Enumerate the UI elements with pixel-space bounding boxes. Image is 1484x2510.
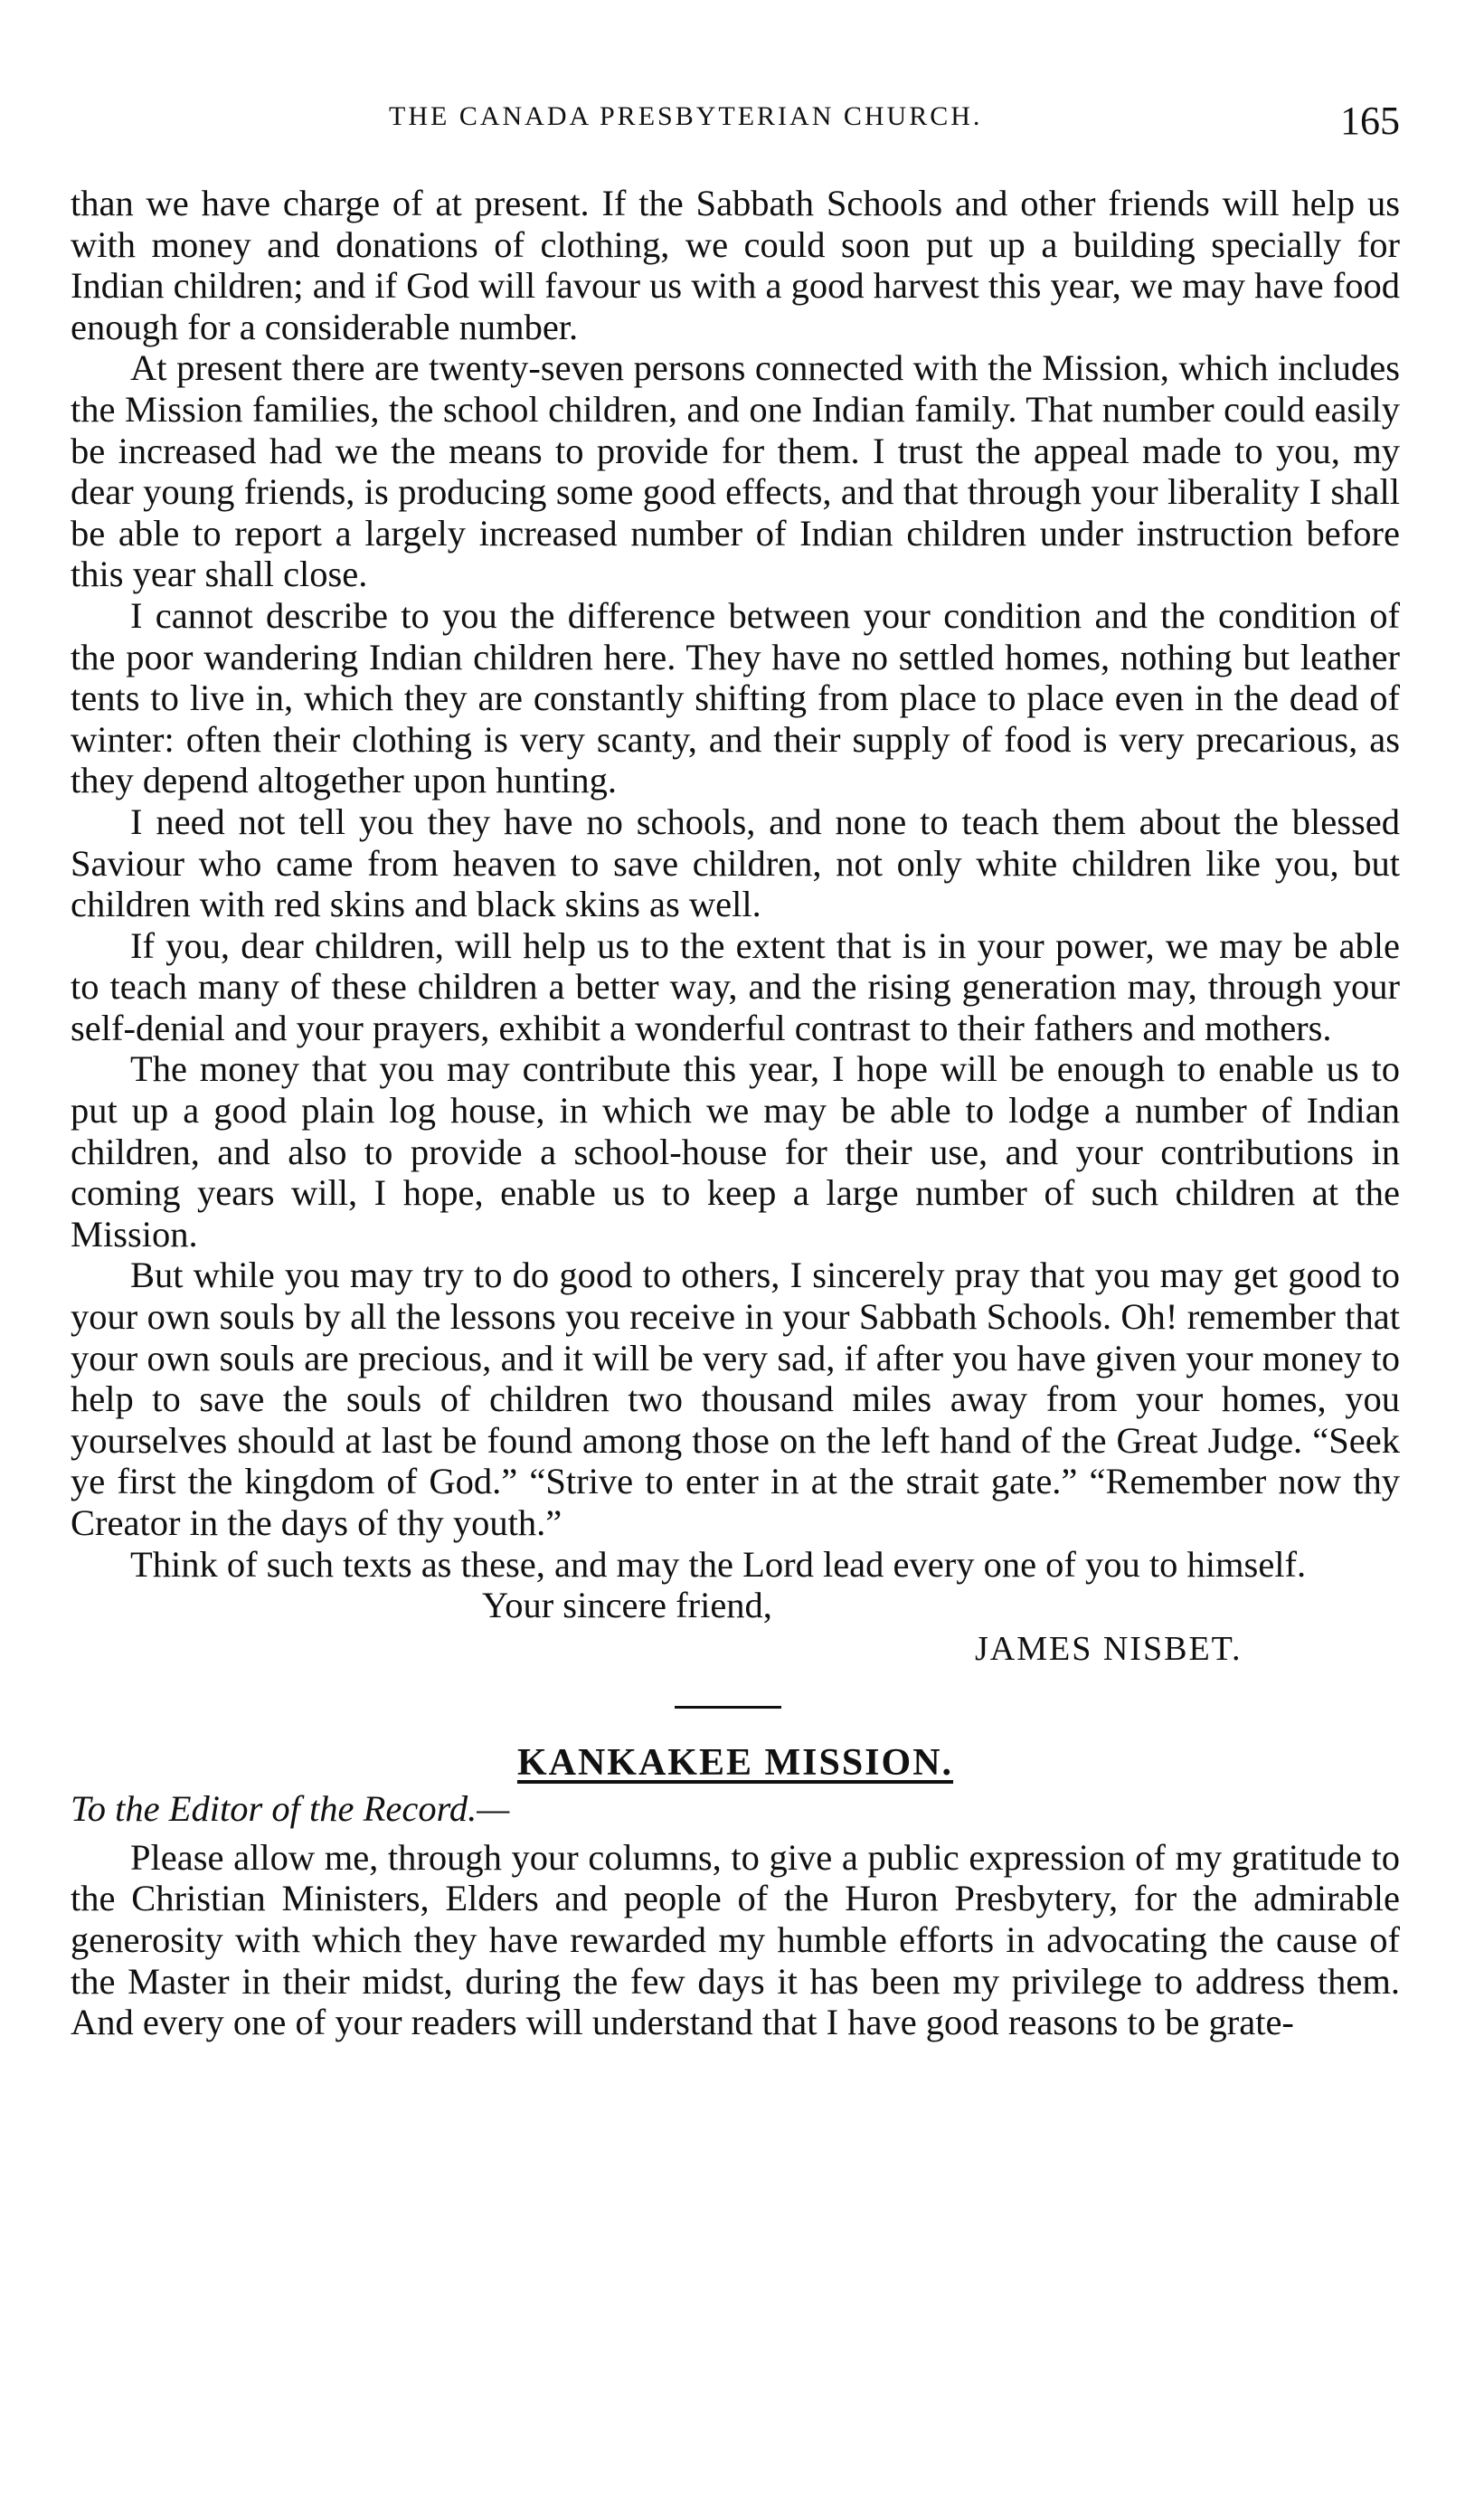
page-number: 165 — [1340, 99, 1400, 143]
letter-paragraph: Think of such texts as these, and may the Lord lead every one of you to himself. — [130, 1543, 1307, 1585]
letter-paragraph: I need not tell you they have no schools, and none to teach them about the blessed Saviour who came from heaven to save children, not only white children like you, but children with red skins and black skins as well. — [71, 800, 1400, 925]
book-page — [71, 0, 1400, 2510]
section-salutation: To the Editor of the Record.— — [71, 1787, 510, 1829]
letter-paragraph: The money that you may contribute this year, I hope will be enough to enable us to put up a good plain log house, in which we may be able to lodge a number of Indian children, and also to provide a school-house for their use, and your contributions in coming years will, I hope, enable us to keep a large number of such children at the Mission. — [71, 1048, 1400, 1255]
running-title: THE CANADA PRESBYTERIAN CHURCH. — [389, 101, 983, 131]
letter-signature: JAMES NISBET. — [975, 1629, 1243, 1668]
section-divider — [675, 1706, 781, 1709]
letter-paragraph: than we have charge of at present. If the Sabbath Schools and other friends will help us with money and donations of clothing, we could soon put up a building specially for Indian children; and if God will favour us with a good harvest this year, we may have food enough for a considerable number. — [71, 183, 1400, 347]
running-head — [71, 98, 1400, 152]
letter-paragraph: But while you may try to do good to others, I sincerely pray that you may get good to your own souls by all the lessons you receive in your Sabbath Schools. Oh! remember that your own souls are precious, and it will be very sad, if after you have given your money to help to save the souls of children two thousand miles away from your homes, you yourselves should at last be found among those on the left hand of the Great Judge. “Seek ye first the kingdom of God.” “Strive to enter in at the strait gate.” “Remember now thy Creator in the days of thy youth.” — [71, 1255, 1400, 1543]
section-heading: KANKAKEE MISSION. — [516, 1741, 954, 1784]
section-body — [71, 1837, 1400, 2043]
letter-paragraph: I cannot describe to you the difference between your condition and the condition of the poor wandering Indian children here. They have no settled homes, nothing but leather tents to live in, which they are constantly shifting from place to place even in the dead of winter: often their clothing is very scanty, and their supply of food is very precarious, as they depend altogether upon hunting. — [71, 594, 1400, 801]
letter-closing: Your sincere friend, — [482, 1585, 772, 1626]
letter-paragraph: If you, dear children, will help us to the extent that is in your power, we may be able to teach many of these children a better way, and the rising generation may, through your self-denial and your prayers, exhibit a wonderful contrast to their fathers and mothers. — [71, 924, 1400, 1048]
article-body — [71, 183, 1400, 2043]
letter-paragraph: At present there are twenty-seven persons connected with the Mission, which includes the Mission families, the school children, and one Indian family. That number could easily be increased had we the means to provide for them. I trust the appeal made to you, my dear young friends, is producing some good effects, and that through your liberality I shall be able to report a largely increased number of Indian children under instruction before this year shall close. — [71, 347, 1400, 595]
section-paragraph: Please allow me, through your columns, to give a public expression of my gratitude to the Christian Ministers, Elders and people of the Huron Presbytery, for the admirable generosity with which they have rewarded my humble efforts in advocating the cause of the Master in their midst, during the few days it has been my privilege to address them. And every one of your readers will understand that I have good reasons to be grate- — [71, 1836, 1400, 2043]
